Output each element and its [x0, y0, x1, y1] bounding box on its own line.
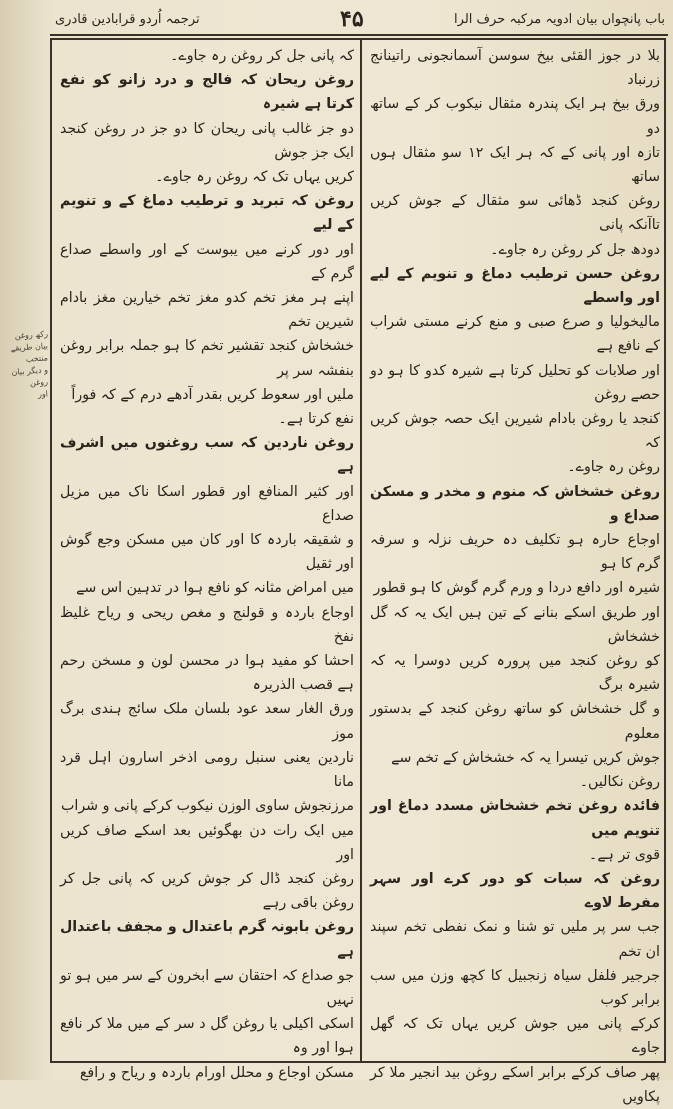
text-line: جرجیر فلفل سیاہ زنجبیل کا کچھ وزن میں سب برابر کوب [370, 967, 660, 1008]
text-line: مسکن اوجاع و محلل اورام باردہ و ریاح و رافع [79, 1064, 354, 1081]
margin-note: اور [37, 389, 49, 400]
text-line: خشخاش کنجد تقشیر تخم کا ہو جملہ برابر روغن بنفشہ سر پر [60, 338, 354, 379]
text-line: کرکے پانی میں جوش کریں یہاں تک کہ گھل جاوے [370, 1016, 660, 1057]
text-line: دودھ جل کر روغن رہ جاوے۔ [490, 241, 660, 258]
margin-note: بیان طریقے [10, 341, 49, 353]
text-line: بلا در جوز القئی بیخ سوسن آسمانجونی راتینانج زرنباد [370, 48, 660, 89]
margin-note: روغن [29, 377, 49, 388]
chapter-title: باب پانچواں بیان ادویہ مرکبہ حرف الرا [454, 12, 665, 27]
text-line: اپنے ہر مغز تخم کدو مغز تخم خیارین مغز بادام شیرین تخم [60, 290, 354, 331]
text-line: اور صلابات کو تحلیل کرتا ہے شیرہ کدو کا ہو دو حصے روغن [370, 362, 660, 403]
text-line: اور طریق اسکے بنانے کے تین ہیں ایک یہ کہ گل خشخاش [370, 604, 660, 645]
text-line: ناردین یعنی سنبل رومی اذخر اسارون اہل قرد مانا [60, 749, 354, 791]
page-number: ۴۵ [340, 6, 364, 32]
text-line: روغن حسن ترطیب دماغ و تنویم کے لیے اور واسطے [370, 265, 660, 307]
text-line: اوجاع حارہ ہو تکلیف دہ حریف نزلہ و سرفہ گرم کا ہو [370, 532, 660, 573]
text-line: تازہ اور پانی کے کہ ہر ایک ۱۲ سو مثقال ہوں ساتھ [370, 144, 660, 186]
text-line: ورق الغار سعد عود بلسان ملک سائج ہندی برگ موز [60, 701, 354, 742]
text-line: احشا کو مفید ہوا در محسن لون و مسخن رحم ہے قصب الذریرہ [60, 653, 354, 694]
text-line: اوجاع باردہ و قولنج و مغص ریحی و ریاح غلیظ نفخ [60, 604, 354, 645]
text-line: روغن نکالیں۔ [579, 774, 660, 791]
text-line: میں امراض مثانہ کو نافع ہوا در تدہین اس سے [76, 580, 354, 597]
text-line: مرزنجوش ساوی الوزن نیکوب کرکے پانی و شراب [61, 798, 354, 815]
text-line: شیرہ اور دافع دردا و ورم گرم گوش کا ہو قطور [373, 580, 660, 597]
text-line: کہ پانی جل کر روغن رہ جاوے۔ [170, 48, 354, 64]
right-column [370, 44, 660, 1105]
page-header [55, 6, 665, 36]
text-line: و شقیقہ باردہ کا اور کان میں مسکن وجع گوش اور ثقیل [60, 532, 354, 573]
text-line: جوش کریں تیسرا یہ کہ خشخاش کے تخم سے [391, 749, 660, 766]
text-line: روغن بابونہ گرم باعتدال و مجفف باعتدال ہے [60, 919, 354, 960]
text-line: کو روغن کنجد میں پرورہ کریں دوسرا یہ کہ شیرہ برگ [370, 653, 660, 694]
text-line: مالیخولیا و صرع صبی و منع کرنے مستی شراب کے نافع ہے [370, 314, 660, 355]
text-line: ملیں اور سعوط کریں بقدر آدھے درم کے کہ فوراً [71, 386, 354, 403]
margin-note: منتخب [25, 353, 49, 364]
text-line: روغن ریحان کہ فالج و درد زانو کو نفع کرتا ہے شیرہ [60, 72, 354, 113]
text-line: جب سر پر ملیں تو شنا و نمک نفطی تخم سپند ان تخم [370, 919, 660, 960]
text-line: قوی تر ہے۔ [589, 846, 660, 863]
text-line: اور دور کرنے میں یبوست کے اور واسطے صداع گرم کے [60, 241, 354, 282]
text-line: اسکی اکیلی یا روغن گل د سر کے میں ملا کر نافع ہوا اور وہ [60, 1016, 354, 1057]
text-line: ورق بیخ ہر ایک پندرہ مثقال نیکوب کر کے ساتھ دو [370, 96, 660, 137]
text-line: روغن ناردین کہ سب روغنوں میں اشرف ہے [60, 435, 354, 476]
margin-handwritten-notes [0, 330, 48, 690]
left-column [60, 44, 354, 1081]
text-line: فائدہ روغن تخم خشخاش مسدد دماغ اور تنویم میں [370, 798, 660, 839]
text-line: کریں یہاں تک کہ روغن رہ جاوے۔ [155, 169, 354, 186]
text-line: جو صداع کہ احتقان سے ابخرون کے سر میں ہو تو نہیں [60, 967, 354, 1008]
column-divider [360, 38, 362, 1063]
text-line: نفع کرتا ہے۔ [278, 411, 354, 428]
margin-note: و دیگر بیان [11, 365, 49, 377]
text-line: میں ایک رات دن بھگوئیں بعد اسکے صاف کریں اور [60, 822, 354, 863]
text-line: روغن کہ سبات کو دور کرے اور سہر مفرط لاوے [370, 870, 660, 912]
text-line: روغن کنجد ڈال کر جوش کریں کہ پانی جل کر روغن باقی رہے [60, 870, 354, 912]
text-line: کنجد یا روغن بادام شیرین ایک حصہ جوش کریں کہ [370, 411, 660, 452]
text-line: روغن رہ جاوے۔ [567, 459, 660, 476]
book-title: ترجمہ اُردو قرابادین قادری [55, 12, 200, 27]
text-line: اور کثیر المنافع اور قطور اسکا ناک میں مزیل صداع [60, 483, 354, 524]
text-line: و گل خشخاش کو ساتھ روغن کنجد کے بدستور معلوم [370, 701, 660, 742]
text-line: روغن کہ تبرید و ترطیب دماغ کے و تنویم کے لیے [60, 193, 354, 234]
text-line: دو جز غالب پانی ریحان کا دو جز در روغن کنجد ایک جز جوش [60, 120, 354, 161]
text-line: پھر صاف کرکے برابر اسکے روغن بید انجیر ملا کر پکاویں [370, 1064, 660, 1105]
text-line: روغن کنجد ڈھائی سو مثقال کے جوش کریں تاآنکہ پانی [370, 193, 660, 234]
text-line: روغن خشخاش کہ منوم و مخدر و مسکن صداع و [370, 483, 660, 524]
header-rule [50, 34, 668, 36]
margin-note: رکھ روغن [14, 329, 49, 341]
